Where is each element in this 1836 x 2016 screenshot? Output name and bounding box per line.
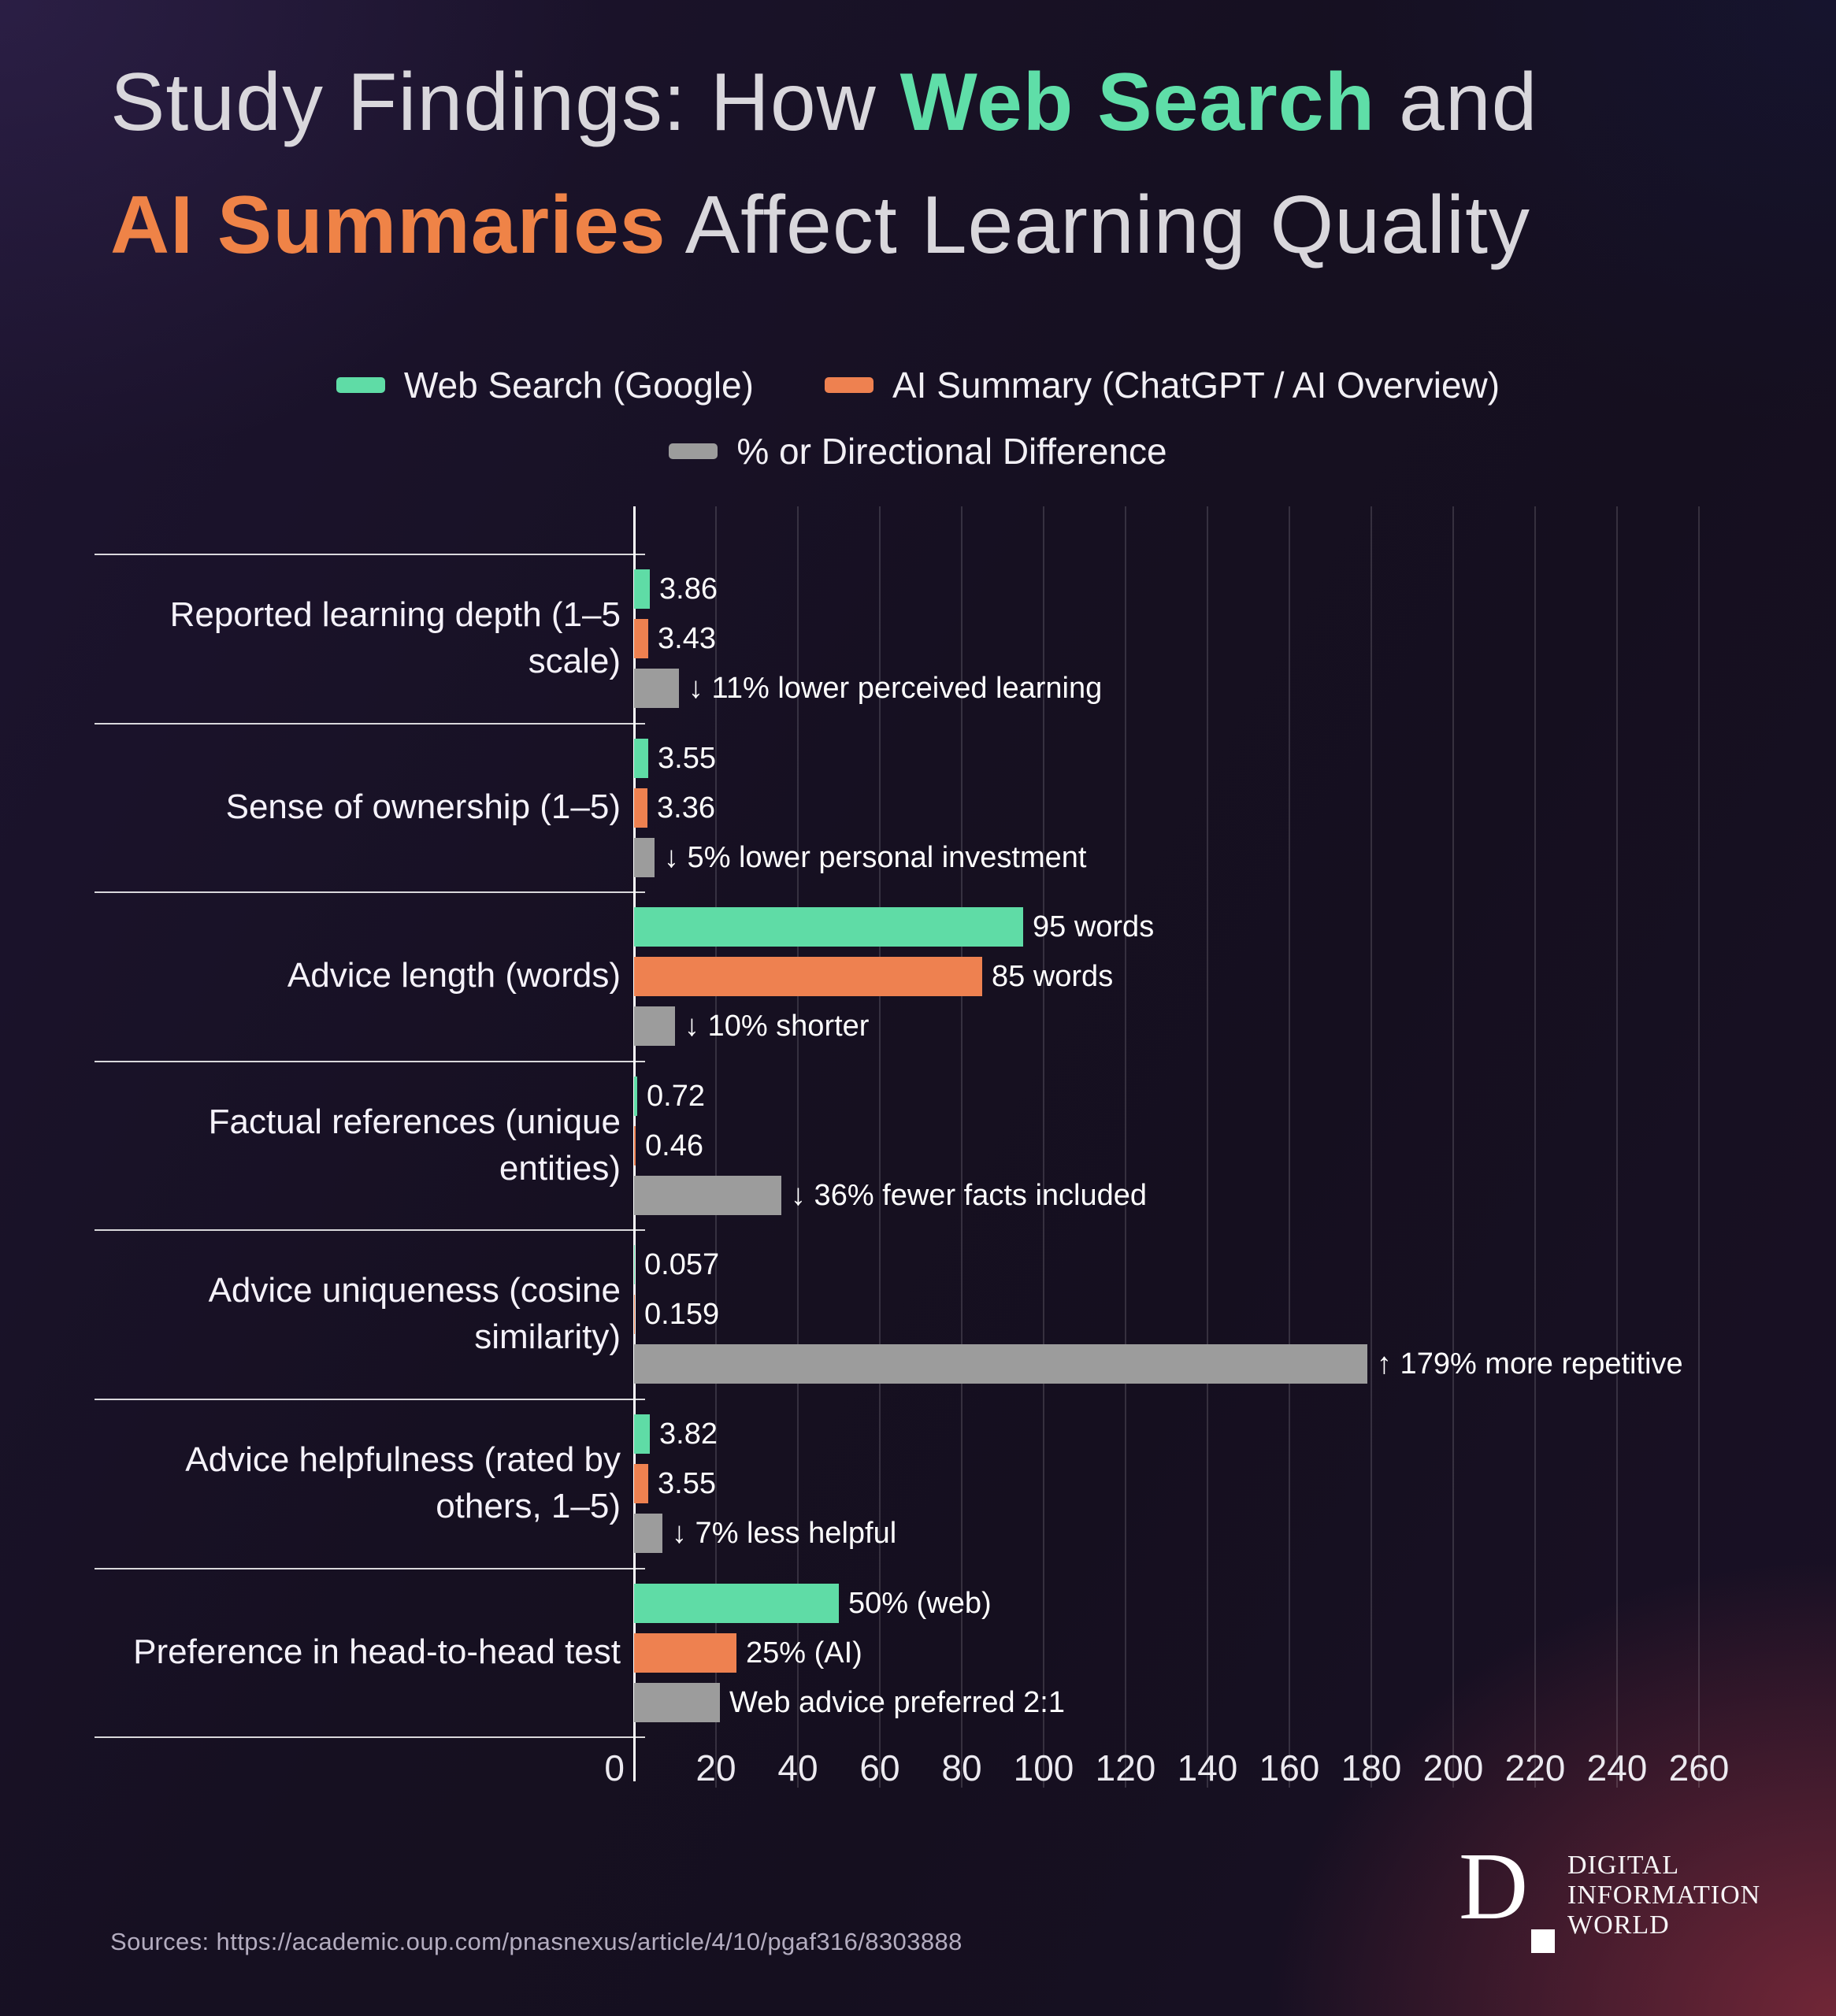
category-label: Factual references (unique entities) (208, 1102, 621, 1188)
bar-value-label: 3.82 (659, 1417, 718, 1451)
bar-value-label: ↓ 36% fewer facts included (791, 1178, 1148, 1212)
brand-text-line: INFORMATION (1567, 1881, 1761, 1910)
bar-ai (634, 1633, 736, 1673)
x-tick-label: 200 (1422, 1747, 1484, 1788)
brand-square-icon (1531, 1929, 1555, 1953)
title-text: Affect Learning Quality (666, 180, 1531, 271)
bar-value-label: 95 words (1033, 910, 1155, 943)
brand-text-line: DIGITAL (1567, 1851, 1680, 1880)
x-tick-label: 100 (1013, 1747, 1074, 1788)
bar-value-label: 3.86 (659, 572, 718, 606)
bar-ai (634, 1295, 635, 1334)
bar-value-label: 3.43 (658, 621, 716, 655)
sources-note: Sources: https://academic.oup.com/pnasnexus/article/4/10/pgaf316/8303888 (110, 1928, 963, 1955)
bar-value-label: 85 words (992, 959, 1114, 993)
brand-logo-text (1567, 1847, 1760, 1940)
bar-value-label: ↓ 5% lower personal investment (664, 840, 1087, 874)
x-tick-label: 120 (1095, 1747, 1156, 1788)
gridline (1616, 506, 1618, 1788)
gridline (1371, 506, 1372, 1788)
title-highlight-ai-summaries: AI Summaries (110, 180, 666, 271)
title-highlight-web-search: Web Search (899, 57, 1376, 148)
bar-ai (634, 957, 982, 996)
bar-diff (634, 1006, 675, 1046)
bar-value-label: 3.55 (658, 1466, 716, 1500)
x-tick-label: 20 (695, 1747, 736, 1788)
bar-value-label: 3.36 (657, 791, 715, 825)
brand-logo-mark (1459, 1833, 1547, 1942)
bar-value-label: ↓ 10% shorter (684, 1009, 870, 1043)
bar-web (634, 739, 648, 778)
gridline (1125, 506, 1126, 1788)
bar-web (634, 1584, 839, 1623)
x-tick-label: 160 (1259, 1747, 1320, 1788)
brand-d-letter: D (1459, 1833, 1529, 1940)
legend-label: AI Summary (ChatGPT / AI Overview) (892, 365, 1500, 406)
x-tick-label: 60 (859, 1747, 900, 1788)
bar-web (634, 1414, 650, 1454)
gridline (1289, 506, 1290, 1788)
bar-diff (634, 669, 679, 708)
bar-value-label: 25% (AI) (746, 1636, 862, 1670)
bar-web (634, 1245, 635, 1284)
bar-value-label: ↓ 7% less helpful (672, 1516, 897, 1550)
x-tick-label: 40 (777, 1747, 818, 1788)
bar-web (634, 1077, 637, 1116)
gridline (1207, 506, 1208, 1788)
category-label: Sense of ownership (1–5) (225, 788, 621, 827)
category-label: Advice uniqueness (cosine similarity) (208, 1271, 621, 1356)
gridline (1698, 506, 1700, 1788)
bar-ai (634, 788, 647, 828)
bar-ai (634, 619, 648, 658)
bar-diff (634, 1176, 781, 1215)
brand-logo (1459, 1833, 1761, 1942)
title-text: Study Findings: How (110, 57, 900, 148)
bar-diff (634, 1514, 662, 1553)
legend-label: Web Search (Google) (403, 365, 754, 406)
x-tick-label: 260 (1668, 1747, 1730, 1788)
bar-value-label: ↓ 11% lower perceived learning (688, 671, 1103, 705)
x-tick-label: 140 (1177, 1747, 1238, 1788)
bar-diff (634, 838, 655, 877)
bar-value-label: 0.057 (644, 1247, 720, 1281)
bar-value-label: 0.72 (647, 1079, 705, 1113)
bar-value-label: 0.46 (645, 1128, 703, 1162)
legend-label: % or Directional Difference (736, 431, 1167, 472)
x-tick-label: 240 (1586, 1747, 1648, 1788)
bar-value-label: 3.55 (658, 741, 716, 775)
bar-diff (634, 1683, 720, 1722)
title-text: and (1375, 57, 1538, 148)
bar-diff (634, 1344, 1367, 1384)
gridline (1534, 506, 1536, 1788)
category-label: Reported learning depth (1–5 scale) (169, 595, 621, 680)
bar-web (634, 907, 1023, 947)
category-label: Preference in head-to-head test (133, 1632, 621, 1672)
bar-value-label: ↑ 179% more repetitive (1377, 1347, 1683, 1380)
bar-value-label: Web advice preferred 2:1 (729, 1685, 1065, 1719)
x-tick-label: 80 (941, 1747, 982, 1788)
category-label: Advice length (words) (287, 956, 621, 995)
x-tick-label: 220 (1504, 1747, 1566, 1788)
bar-value-label: 50% (web) (848, 1586, 992, 1620)
bar-ai (634, 1464, 648, 1503)
bar-value-label: 0.159 (644, 1297, 720, 1331)
category-label: Advice helpfulness (rated by others, 1–5) (185, 1440, 621, 1525)
brand-text-line: WORLD (1567, 1910, 1670, 1940)
bar-ai (634, 1126, 636, 1166)
gridline (1452, 506, 1454, 1788)
x-tick-label: 0 (604, 1747, 625, 1788)
x-tick-label: 180 (1341, 1747, 1402, 1788)
bar-web (634, 569, 650, 609)
